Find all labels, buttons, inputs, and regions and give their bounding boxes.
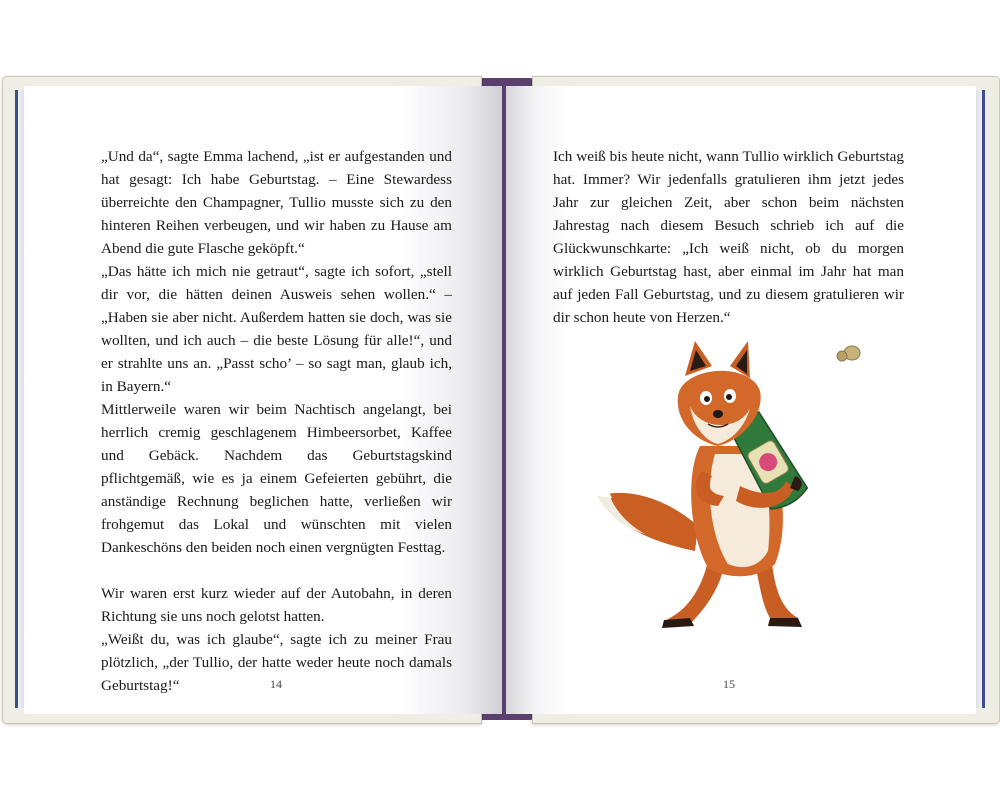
page-edge-right [975, 90, 985, 708]
left-page-text [101, 145, 452, 697]
paragraph: „Das hätte ich mich nie getraut“, sagte ich sofort, „stell dir vor, die hätten deinen Ausweis sehen wollen.“ – „Haben sie aber nicht. Außerdem hatten sie doch, was sie wollten, und ich auch – die beste Lösung für alle!“, und er strahlte uns an. „Passt scho’ – so sagt man, glaub ich, in Bayern.“ [101, 263, 452, 395]
page-number-left: 14 [270, 677, 282, 691]
paragraph: Mittlerweile waren wir beim Nachtisch angelangt, bei herrlich cremig geschlagenem Himbeersorbet, Kaffee und Gebäck. Nachdem das Geburtstagskind pflichtgemäß, wie es ja einem Gefeierten gebührt, die anständige Rechnung beglichen hatte, verließen wir frohgemut das Lokal und wünschten mit vielen Dankeschöns den beiden noch einen vergnügten Festtag. [101, 401, 452, 556]
cork-icon [837, 346, 860, 361]
fox-with-champagne-bottle-illustration [590, 336, 880, 636]
paragraph: Ich weiß bis heute nicht, wann Tullio wirklich Geburtstag hat. Immer? Wir jedenfalls gratulieren ihm jetzt jedes Jahr zur gleichen Zeit, aber schon beim nächsten Jahrestag nach diesem Besuch schrieb ich auf die Glückwunschkarte: „Ich weiß nicht, ob du morgen wirklich Geburtstag hast, aber einmal im Jahr hat man auf jeden Fall Geburtstag, und zu diesem gratulieren wir dir schon heute von Herzen.“ [553, 148, 904, 326]
paragraph: „Weißt du, was ich glaube“, sagte ich zu meiner Frau plötzlich, „der Tullio, der hatte weder heute noch damals Geburtstag!“ [101, 631, 452, 694]
paragraph: Wir waren erst kurz wieder auf der Autobahn, in deren Richtung sie uns noch gelotst hatten. [101, 585, 452, 625]
paragraph: „Und da“, sagte Emma lachend, „ist er aufgestanden und hat gesagt: Ich habe Geburtstag. – Eine Stewardess überreichte den Champagner, Tullio musste sich zu den hinteren Reihen verbeugen, und wir haben zu Hause am Abend die gute Flasche geköpft.“ [101, 148, 452, 257]
right-page-text [553, 145, 904, 329]
page-number-right: 15 [723, 677, 735, 691]
